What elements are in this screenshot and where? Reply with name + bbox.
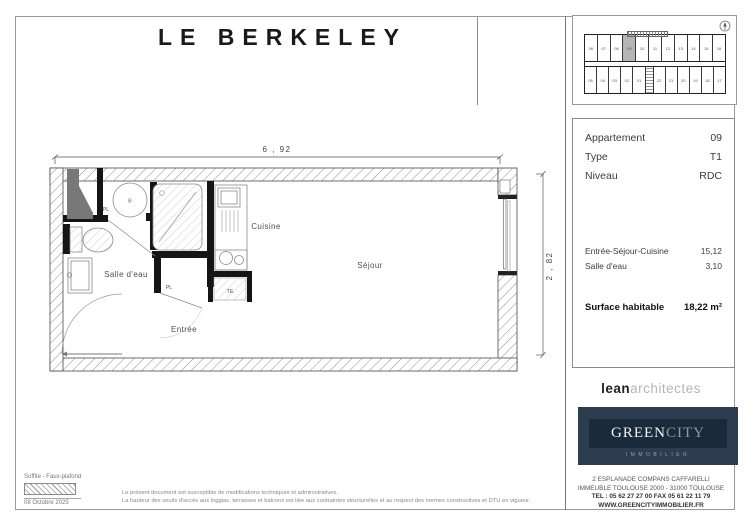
architect-logo-light: architectes xyxy=(630,381,701,396)
overview-unit-17: 17 xyxy=(717,77,722,83)
overview-unit-02: 02 xyxy=(621,67,633,93)
area-label: Salle d'eau xyxy=(585,261,627,271)
placard-label-1: PL xyxy=(102,207,110,213)
greencity-wordmark xyxy=(589,419,727,448)
info-label: Appartement xyxy=(585,132,646,144)
address-block xyxy=(565,476,737,510)
overview-unit-07: 07 xyxy=(598,35,611,61)
room-label-salle-deau: Salle d'eau xyxy=(104,270,148,279)
floor-plan xyxy=(16,110,565,400)
info-label: Type xyxy=(585,151,608,163)
soffite-hatch-swatch xyxy=(24,483,76,495)
room-label-sejour: Séjour xyxy=(357,261,383,270)
legend-soffite-label: Soffite - Faux-plafond xyxy=(24,474,82,480)
info-value: T1 xyxy=(709,151,722,163)
disclaimer-line1: Le présent document est susceptible de modifications techniques et administratives. xyxy=(122,490,338,496)
burner-small xyxy=(235,256,244,265)
overview-unit-03: 03 xyxy=(609,67,621,93)
overview-unit-20: 20 xyxy=(678,67,690,93)
architect-logo xyxy=(565,381,737,396)
apartment-info-panel xyxy=(572,118,735,368)
architect-logo-bold: lean xyxy=(601,381,631,396)
info-row-niveau xyxy=(573,167,734,186)
ballon-label: B xyxy=(128,198,132,205)
overview-unit-21: 21 xyxy=(666,67,678,93)
area-value: 15,12 xyxy=(700,246,722,256)
te-label: TE xyxy=(226,289,234,295)
dimension-height-label: 2 , 82 xyxy=(545,251,554,281)
address-line2: IMMEUBLE TOULOUSE 2000 - 31000 TOULOUSE xyxy=(577,484,725,492)
overview-unit-06: 06 xyxy=(585,35,598,61)
dimension-width-label: 6 , 92 xyxy=(262,145,292,154)
overview-unit-08: 08 xyxy=(611,35,624,61)
address-phone: TEL : 05 62 27 27 00 FAX 05 61 22 11 79 xyxy=(591,493,711,501)
building-overview xyxy=(572,15,737,105)
north-arrow-icon xyxy=(719,20,731,32)
balcony-hatch xyxy=(627,31,668,37)
overview-bottom-left-group xyxy=(585,67,645,93)
overview-unit-15: 15 xyxy=(700,35,713,61)
overview-unit-16: 16 xyxy=(716,45,722,51)
stairwell xyxy=(645,67,654,93)
overview-unit-01: 01 xyxy=(636,77,642,83)
area-label: Entrée-Séjour-Cuisine xyxy=(585,246,669,256)
disclaimer xyxy=(122,489,562,505)
greencity-city: CITY xyxy=(666,425,705,441)
overview-top-row xyxy=(585,35,725,61)
overview-unit-13: 13 xyxy=(675,35,688,61)
overview-unit-19: 19 xyxy=(690,67,702,93)
sidebar-divider xyxy=(565,16,566,510)
residence-title: LE BERKELEY xyxy=(157,24,408,50)
washbasin xyxy=(67,258,92,293)
overview-unit-05: 05 xyxy=(585,67,597,93)
overview-unit-09: 09 xyxy=(623,35,636,61)
greencity-green: GREEN xyxy=(611,425,666,441)
overview-unit-14: 14 xyxy=(688,35,701,61)
info-value: 09 xyxy=(710,132,722,144)
info-row-appartement xyxy=(573,129,734,148)
overview-unit-11: 11 xyxy=(649,35,662,61)
surface-value: 18,22 m² xyxy=(683,302,722,313)
overview-unit-04: 04 xyxy=(597,67,609,93)
dimension-height xyxy=(536,171,554,358)
overview-unit-12: 12 xyxy=(662,35,675,61)
area-row-salledeau xyxy=(573,259,734,274)
area-row-sejour xyxy=(573,244,734,259)
greencity-logo xyxy=(578,407,738,465)
shower xyxy=(153,184,202,250)
surface-habitable-row xyxy=(573,302,734,313)
entrance-door xyxy=(62,294,122,357)
overview-unit-22: 22 xyxy=(654,67,666,93)
greencity-immobilier: IMMOBILIER xyxy=(625,452,691,458)
room-label-cuisine: Cuisine xyxy=(251,222,281,231)
surface-label: Surface habitable xyxy=(585,302,665,313)
overview-bottom-row xyxy=(585,67,725,93)
kitchen-unit xyxy=(215,185,247,270)
te-closet xyxy=(214,278,246,300)
room-label-entree: Entrée xyxy=(171,325,197,334)
placard-label-2: PL xyxy=(165,285,173,291)
area-value: 3,10 xyxy=(705,261,722,271)
info-row-type xyxy=(573,148,734,167)
overview-unit-10: 10 xyxy=(636,35,649,61)
overview-bottom-right-group xyxy=(654,67,725,93)
dimension-width xyxy=(52,145,503,164)
burner-large xyxy=(220,252,233,265)
address-line1: 2 ESPLANADE COMPANS CAFFARELLI xyxy=(592,476,710,483)
disclaimer-line2: La hauteur des seuils d'accès aux loggias, terrasses et balcons est liée aux contraintes structurelles et au respect des normes constructives et DTU en vigueur. xyxy=(122,498,531,504)
plan-date: 08 Octobre 2025 xyxy=(24,498,81,506)
building-outline xyxy=(584,34,726,94)
info-label: Niveau xyxy=(585,170,618,182)
legend xyxy=(24,474,81,506)
address-website: WWW.GREENCITYIMMOBILIER.FR xyxy=(598,501,704,509)
overview-unit-18: 18 xyxy=(702,67,714,93)
toilet xyxy=(70,227,113,252)
info-value: RDC xyxy=(699,170,722,182)
